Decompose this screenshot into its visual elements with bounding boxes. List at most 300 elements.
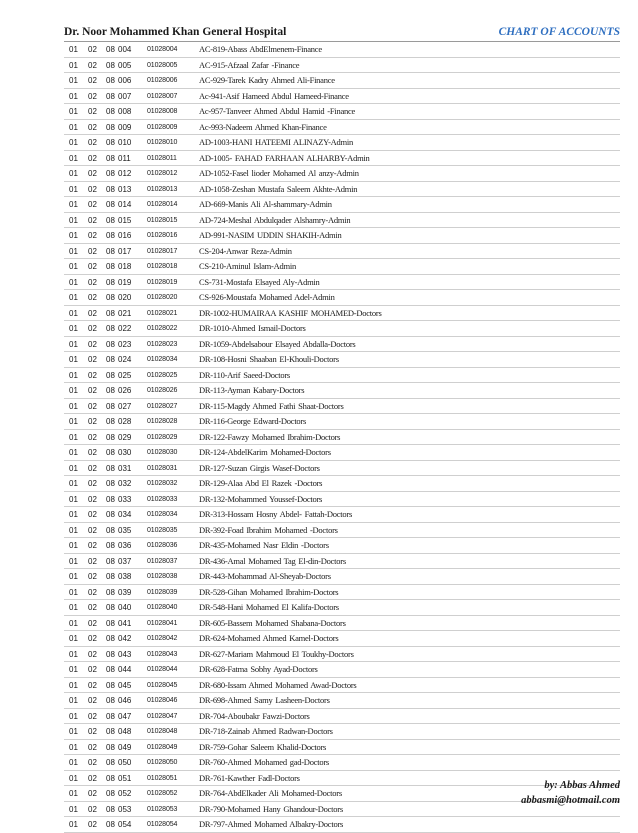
- account-level-3: 08: [106, 76, 115, 85]
- account-sub-number: 010: [118, 138, 132, 147]
- account-name: DR-764-AbdElkader Ali Mohamed-Doctors: [199, 788, 342, 798]
- account-name: AD-669-Manis Ali Al-shammary-Admin: [199, 199, 332, 209]
- account-name: AD-991-NASIM UDDIN SHAKIH-Admin: [199, 230, 342, 240]
- table-row: [64, 414, 620, 430]
- account-level-3: 08: [106, 417, 115, 426]
- account-sub-number: 039: [118, 587, 132, 597]
- account-level-3: 08: [106, 711, 115, 721]
- account-level-3: 08: [106, 448, 115, 457]
- account-level-1: 01: [69, 494, 78, 504]
- account-level-2: 02: [88, 649, 97, 659]
- account-level-2: 02: [88, 277, 97, 287]
- account-code: 01028033: [147, 495, 178, 503]
- account-code: 01028034: [147, 511, 178, 518]
- account-level-3: 08: [106, 432, 115, 442]
- account-code: 01028038: [147, 573, 178, 580]
- account-name: DR-436-Amal Mohamed Tag El-din-Doctors: [199, 555, 346, 566]
- account-level-1: 01: [69, 401, 78, 411]
- account-sub-number: 044: [118, 665, 132, 674]
- account-name: CS-731-Mostafa Elsayed Aly-Admin: [199, 276, 320, 287]
- account-sub-number: 040: [118, 603, 132, 612]
- account-sub-number: 029: [118, 432, 132, 442]
- account-level-2: 02: [88, 91, 97, 101]
- account-level-3: 08: [106, 45, 115, 54]
- author-email: abbasmi@hotmail.com: [521, 795, 620, 806]
- account-level-3: 08: [106, 556, 115, 566]
- account-code: 01028027: [147, 402, 178, 410]
- account-level-2: 02: [88, 308, 97, 318]
- account-name: AC-915-Afzaal Zafar -Finance: [199, 59, 300, 70]
- account-level-1: 01: [69, 789, 78, 798]
- account-level-1: 01: [69, 665, 78, 674]
- account-level-2: 02: [88, 215, 97, 225]
- account-level-2: 02: [88, 293, 97, 302]
- account-level-1: 01: [69, 293, 78, 302]
- account-code: 01028009: [147, 123, 178, 131]
- account-name: Ac-941-Asif Hameed Abdul Hameed-Finance: [199, 90, 349, 101]
- account-sub-number: 023: [118, 339, 132, 349]
- account-name: DR-132-Mohammed Youssef-Doctors: [199, 493, 323, 504]
- account-level-3: 08: [106, 479, 115, 488]
- account-level-1: 01: [69, 138, 78, 147]
- account-level-2: 02: [88, 386, 97, 395]
- account-level-2: 02: [88, 820, 97, 829]
- table-row: [64, 352, 620, 368]
- account-level-3: 08: [106, 231, 115, 240]
- account-sub-number: 008: [118, 107, 132, 116]
- account-code: 01028007: [147, 92, 178, 100]
- account-sub-number: 027: [118, 401, 132, 411]
- account-code: 01028036: [147, 542, 178, 549]
- account-level-1: 01: [69, 262, 78, 271]
- account-level-1: 01: [69, 215, 78, 225]
- account-name: DR-127-Suzan Girgis Wasef-Doctors: [199, 462, 320, 473]
- account-level-1: 01: [69, 649, 78, 659]
- account-level-1: 01: [69, 91, 78, 101]
- account-sub-number: 028: [118, 417, 132, 426]
- table-row: [64, 616, 620, 632]
- account-level-3: 08: [106, 370, 115, 380]
- account-level-1: 01: [69, 246, 78, 256]
- account-sub-number: 024: [118, 355, 132, 364]
- account-code: 01028004: [147, 46, 178, 53]
- account-level-3: 08: [106, 665, 115, 674]
- account-level-3: 08: [106, 634, 115, 643]
- account-level-1: 01: [69, 696, 78, 705]
- table-row: [64, 399, 620, 415]
- account-name: AD-1052-Fasel lioder Mohamed Al anzy-Admin: [199, 168, 359, 178]
- account-code: 01028050: [147, 759, 178, 766]
- account-sub-number: 004: [118, 45, 132, 54]
- account-level-1: 01: [69, 541, 78, 550]
- table-row: [64, 259, 620, 275]
- account-name: CS-926-Moustafa Mohamed Adel-Admin: [199, 292, 335, 302]
- account-sub-number: 045: [118, 680, 132, 690]
- account-level-1: 01: [69, 432, 78, 442]
- account-sub-number: 026: [118, 386, 132, 395]
- account-level-3: 08: [106, 804, 115, 814]
- account-sub-number: 021: [118, 308, 132, 318]
- table-row: [64, 740, 620, 756]
- account-sub-number: 025: [118, 370, 132, 380]
- account-name: DR-680-Issam Ahmed Mohamed Awad-Doctors: [199, 679, 357, 690]
- table-row: [64, 662, 620, 678]
- account-level-1: 01: [69, 169, 78, 178]
- account-code: 01028023: [147, 340, 178, 348]
- account-code: 01028025: [147, 371, 178, 379]
- account-sub-number: 020: [118, 293, 132, 302]
- account-level-1: 01: [69, 184, 78, 194]
- table-row: [64, 647, 620, 663]
- table-row: [64, 693, 620, 709]
- account-code: 01028028: [147, 418, 178, 425]
- account-code: 01028021: [147, 309, 178, 317]
- account-level-1: 01: [69, 758, 78, 767]
- account-name: DR-704-Aboubakr Fawzi-Doctors: [199, 710, 310, 721]
- table-row: [64, 724, 620, 740]
- account-sub-number: 015: [118, 215, 132, 225]
- table-row: [64, 569, 620, 585]
- account-level-2: 02: [88, 711, 97, 721]
- account-sub-number: 014: [118, 200, 132, 209]
- account-level-1: 01: [69, 370, 78, 380]
- account-name: CS-204-Anwar Reza-Admin: [199, 245, 292, 256]
- table-row: [64, 321, 620, 337]
- account-level-2: 02: [88, 448, 97, 457]
- account-level-2: 02: [88, 401, 97, 411]
- account-level-3: 08: [106, 510, 115, 519]
- account-code: 01028043: [147, 650, 178, 658]
- account-level-2: 02: [88, 153, 97, 163]
- account-code: 01028020: [147, 294, 178, 301]
- account-name: DR-116-George Edward-Doctors: [199, 416, 307, 426]
- account-sub-number: 016: [118, 231, 132, 240]
- account-sub-number: 046: [118, 696, 132, 705]
- account-name: DR-605-Bassem Mohamed Shabana-Doctors: [199, 617, 346, 628]
- account-level-2: 02: [88, 122, 97, 132]
- account-code: 01028040: [147, 604, 178, 611]
- account-level-1: 01: [69, 618, 78, 628]
- account-level-3: 08: [106, 587, 115, 597]
- account-level-3: 08: [106, 727, 115, 736]
- account-code: 01028010: [147, 139, 178, 146]
- account-sub-number: 049: [118, 742, 132, 752]
- account-code: 01028022: [147, 325, 178, 332]
- account-level-3: 08: [106, 649, 115, 659]
- table-row: [64, 135, 620, 151]
- account-level-3: 08: [106, 541, 115, 550]
- account-level-1: 01: [69, 463, 78, 473]
- account-level-2: 02: [88, 665, 97, 674]
- account-code: 01028030: [147, 449, 178, 456]
- account-name: DR-528-Gihan Mohamed Ibrahim-Doctors: [199, 586, 339, 597]
- account-level-2: 02: [88, 60, 97, 70]
- account-level-1: 01: [69, 122, 78, 132]
- table-row: [64, 554, 620, 570]
- account-level-2: 02: [88, 634, 97, 643]
- account-level-3: 08: [106, 758, 115, 767]
- account-code: 01028049: [147, 743, 178, 751]
- account-level-1: 01: [69, 339, 78, 349]
- author-credit: by: Abbas Ahmed: [544, 780, 620, 791]
- account-level-2: 02: [88, 355, 97, 364]
- account-level-3: 08: [106, 246, 115, 256]
- table-row: [64, 476, 620, 492]
- account-sub-number: 031: [118, 463, 132, 473]
- account-code: 01028005: [147, 61, 178, 69]
- account-level-1: 01: [69, 587, 78, 597]
- account-sub-number: 038: [118, 572, 132, 581]
- account-level-1: 01: [69, 107, 78, 116]
- account-level-2: 02: [88, 789, 97, 798]
- account-sub-number: 048: [118, 727, 132, 736]
- account-code: 01028035: [147, 526, 178, 534]
- account-level-1: 01: [69, 727, 78, 736]
- account-level-1: 01: [69, 603, 78, 612]
- account-code: 01028046: [147, 697, 178, 704]
- account-level-1: 01: [69, 680, 78, 690]
- account-name: DR-443-Mohammad Al-Sheyab-Doctors: [199, 571, 331, 581]
- account-name: DR-392-Foad Ibrahim Mohamed -Doctors: [199, 524, 338, 535]
- account-level-2: 02: [88, 572, 97, 581]
- account-level-3: 08: [106, 308, 115, 318]
- account-level-1: 01: [69, 153, 78, 163]
- account-level-1: 01: [69, 804, 78, 814]
- account-level-2: 02: [88, 773, 97, 783]
- account-code: 01028039: [147, 588, 178, 596]
- account-level-2: 02: [88, 510, 97, 519]
- account-sub-number: 052: [118, 789, 132, 798]
- account-level-2: 02: [88, 463, 97, 473]
- table-row: [64, 461, 620, 477]
- account-level-3: 08: [106, 603, 115, 612]
- account-sub-number: 035: [118, 525, 132, 535]
- table-row: [64, 244, 620, 260]
- table-row: [64, 600, 620, 616]
- account-level-2: 02: [88, 107, 97, 116]
- page-footer: [521, 778, 620, 808]
- account-code: 01028045: [147, 681, 178, 689]
- hospital-name: Dr. Noor Mohammed Khan General Hospital: [64, 26, 287, 38]
- table-row: [64, 213, 620, 229]
- table-row: [64, 538, 620, 554]
- account-level-3: 08: [106, 215, 115, 225]
- account-name: AC-929-Tarek Kadry Ahmed Ali-Finance: [199, 75, 335, 85]
- account-level-3: 08: [106, 525, 115, 535]
- account-level-3: 08: [106, 169, 115, 178]
- account-sub-number: 037: [118, 556, 132, 566]
- account-level-1: 01: [69, 479, 78, 488]
- account-level-3: 08: [106, 122, 115, 132]
- account-name: DR-115-Magdy Ahmed Fathi Shaat-Doctors: [199, 400, 344, 411]
- account-name: DR-790-Mohamed Hany Ghandour-Doctors: [199, 803, 343, 814]
- account-level-2: 02: [88, 603, 97, 612]
- account-level-3: 08: [106, 386, 115, 395]
- account-code: 01028029: [147, 433, 178, 441]
- account-name: DR-124-AbdelKarim Mohamed-Doctors: [199, 447, 331, 457]
- account-name: AC-819-Abass AbdElmenem-Finance: [199, 44, 322, 54]
- account-level-3: 08: [106, 138, 115, 147]
- account-level-1: 01: [69, 200, 78, 209]
- table-row: [64, 383, 620, 399]
- account-sub-number: 043: [118, 649, 132, 659]
- account-name: DR-110-Arif Saeed-Doctors: [199, 369, 290, 380]
- account-level-3: 08: [106, 355, 115, 364]
- account-level-1: 01: [69, 386, 78, 395]
- account-level-3: 08: [106, 153, 115, 163]
- account-name: DR-627-Mariam Mahmoud El Toukhy-Doctors: [199, 648, 354, 659]
- account-name: CS-210-Aminul Islam-Admin: [199, 261, 296, 271]
- table-row: [64, 228, 620, 244]
- table-row: [64, 89, 620, 105]
- account-name: DR-1059-Abdelsabour Elsayed Abdalla-Doctors: [199, 338, 356, 349]
- account-level-3: 08: [106, 324, 115, 333]
- account-code: 01028016: [147, 232, 178, 239]
- account-code: 01028032: [147, 480, 178, 487]
- account-sub-number: 006: [118, 76, 132, 85]
- account-level-2: 02: [88, 494, 97, 504]
- table-row: [64, 120, 620, 136]
- account-sub-number: 005: [118, 60, 132, 70]
- account-level-1: 01: [69, 308, 78, 318]
- account-code: 01028047: [147, 712, 178, 720]
- table-row: [64, 585, 620, 601]
- account-name: DR-122-Fawzy Mohamed Ibrahim-Doctors: [199, 431, 341, 442]
- account-sub-number: 047: [118, 711, 132, 721]
- account-name: Ac-957-Tanveer Ahmed Abdul Hamid -Finance: [199, 106, 356, 116]
- account-level-3: 08: [106, 680, 115, 690]
- account-level-1: 01: [69, 277, 78, 287]
- account-name: AD-1058-Zeshan Mustafa Saleem Akhte-Admin: [199, 183, 358, 194]
- account-level-2: 02: [88, 184, 97, 194]
- account-level-2: 02: [88, 76, 97, 85]
- account-sub-number: 032: [118, 479, 132, 488]
- account-sub-number: 054: [118, 820, 132, 829]
- table-row: [64, 306, 620, 322]
- account-code: 01028042: [147, 635, 178, 642]
- account-level-3: 08: [106, 618, 115, 628]
- table-row: [64, 817, 620, 833]
- table-row: [64, 631, 620, 647]
- table-row: [64, 73, 620, 89]
- account-code: 01028031: [147, 464, 178, 472]
- account-level-3: 08: [106, 107, 115, 116]
- account-level-3: 08: [106, 773, 115, 783]
- account-level-2: 02: [88, 138, 97, 147]
- account-code: 01028006: [147, 77, 178, 84]
- document-title: CHART OF ACCOUNTS: [498, 26, 620, 38]
- account-code: 01028052: [147, 790, 178, 797]
- page-header: [64, 26, 620, 42]
- table-row: [64, 678, 620, 694]
- account-name: AD-1005- FAHAD FARHAAN ALHARBY-Admin: [199, 152, 370, 163]
- table-row: [64, 492, 620, 508]
- account-level-2: 02: [88, 804, 97, 814]
- account-name: DR-760-Ahmed Mohamed gad-Doctors: [199, 757, 329, 767]
- account-sub-number: 009: [118, 122, 132, 132]
- account-level-1: 01: [69, 231, 78, 240]
- table-row: [64, 430, 620, 446]
- account-sub-number: 041: [118, 618, 132, 628]
- account-level-3: 08: [106, 91, 115, 101]
- account-level-2: 02: [88, 432, 97, 442]
- account-name: DR-108-Hosni Shaaban El-Khouli-Doctors: [199, 354, 339, 364]
- account-sub-number: 019: [118, 277, 132, 287]
- account-level-2: 02: [88, 324, 97, 333]
- account-level-3: 08: [106, 742, 115, 752]
- table-row: [64, 42, 620, 58]
- account-name: DR-435-Mohamed Nasr Eldin -Doctors: [199, 540, 329, 550]
- account-code: 01028034: [147, 356, 178, 363]
- account-sub-number: 034: [118, 510, 132, 519]
- account-name: DR-624-Mohamed Ahmed Kamel-Doctors: [199, 633, 339, 643]
- account-level-2: 02: [88, 479, 97, 488]
- account-level-2: 02: [88, 758, 97, 767]
- account-code: 01028019: [147, 278, 178, 286]
- account-name: DR-129-Alaa Abd El Razek -Doctors: [199, 478, 323, 488]
- account-name: DR-548-Hani Mohamed El Kalifa-Doctors: [199, 602, 339, 612]
- account-level-1: 01: [69, 556, 78, 566]
- account-level-3: 08: [106, 293, 115, 302]
- account-level-2: 02: [88, 339, 97, 349]
- table-row: [64, 104, 620, 120]
- account-name: AD-724-Meshal Abdulqader Alshamry-Admin: [199, 214, 351, 225]
- account-level-1: 01: [69, 742, 78, 752]
- table-row: [64, 755, 620, 771]
- table-row: [64, 275, 620, 291]
- account-code: 01028051: [147, 774, 178, 782]
- account-sub-number: 030: [118, 448, 132, 457]
- account-level-2: 02: [88, 696, 97, 705]
- account-level-2: 02: [88, 587, 97, 597]
- account-level-3: 08: [106, 200, 115, 209]
- account-level-2: 02: [88, 556, 97, 566]
- account-code: 01028053: [147, 805, 178, 813]
- account-level-2: 02: [88, 246, 97, 256]
- account-level-2: 02: [88, 262, 97, 271]
- account-sub-number: 042: [118, 634, 132, 643]
- account-level-1: 01: [69, 525, 78, 535]
- account-level-2: 02: [88, 727, 97, 736]
- account-code: 01028054: [147, 821, 178, 828]
- account-level-1: 01: [69, 60, 78, 70]
- account-code: 01028011: [147, 154, 177, 162]
- account-level-2: 02: [88, 200, 97, 209]
- account-code: 01028008: [147, 108, 178, 115]
- table-row: [64, 290, 620, 306]
- account-level-2: 02: [88, 45, 97, 54]
- account-level-3: 08: [106, 401, 115, 411]
- table-row: [64, 507, 620, 523]
- account-level-3: 08: [106, 60, 115, 70]
- account-level-2: 02: [88, 169, 97, 178]
- account-level-1: 01: [69, 572, 78, 581]
- account-sub-number: 011: [118, 153, 131, 163]
- table-row: [64, 709, 620, 725]
- account-sub-number: 018: [118, 262, 132, 271]
- account-sub-number: 013: [118, 184, 132, 194]
- account-name: DR-718-Zainab Ahmed Radwan-Doctors: [199, 726, 333, 736]
- account-code: 01028014: [147, 201, 178, 208]
- account-level-3: 08: [106, 184, 115, 194]
- account-level-3: 08: [106, 277, 115, 287]
- account-level-3: 08: [106, 463, 115, 473]
- account-sub-number: 022: [118, 324, 132, 333]
- account-level-3: 08: [106, 696, 115, 705]
- account-level-1: 01: [69, 45, 78, 54]
- account-level-1: 01: [69, 448, 78, 457]
- account-name: DR-313-Hossam Hosny Abdel- Fattah-Doctors: [199, 509, 353, 519]
